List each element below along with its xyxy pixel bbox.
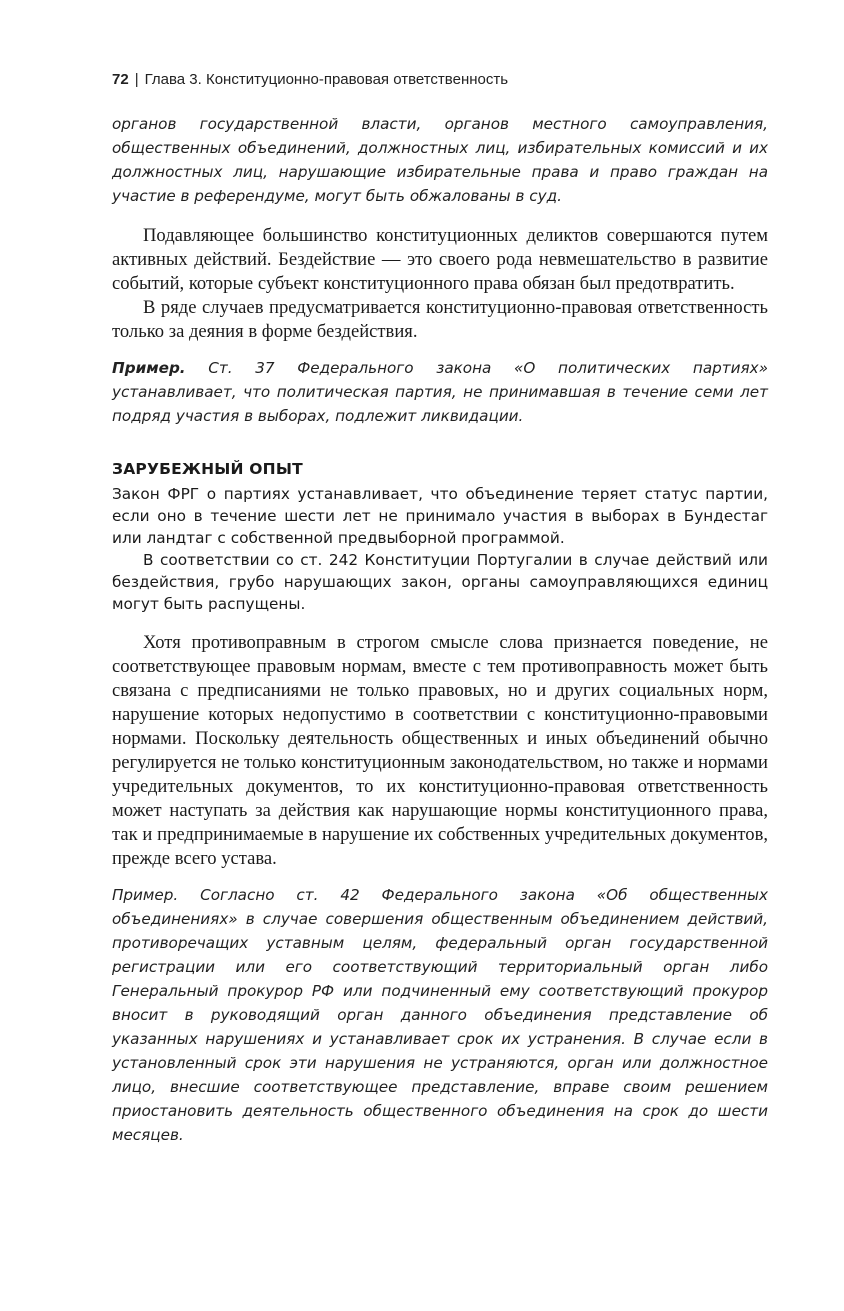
continuation-paragraph: органов государственной власти, органов местного самоуправления, общественных объединений, должностных лиц, избирательных комиссий и их должностных лиц, нарушающие избирательные права и право граждан на участие в референдуме, могут быть обжалованы в суд. bbox=[112, 115, 768, 205]
example-text: Ст. 37 Федерального закона «О политических партиях» устанавливает, что политическая партия, не принимавшая в течение семи лет подряд участия в выборах, подлежит ликвидации. bbox=[112, 359, 768, 425]
example-block bbox=[112, 356, 768, 428]
example-block bbox=[112, 883, 768, 1147]
header-separator: | bbox=[134, 71, 139, 88]
body-paragraph: Подавляющее большинство конституционных деликтов совершаются путем активных действий. Бездействие — это своего рода невмешательство в развитие событий, которые субъект конституционного права обязан был предотвратить. bbox=[112, 225, 768, 294]
chapter-title: Глава 3. Конституционно-правовая ответственность bbox=[144, 71, 509, 88]
foreign-paragraph: Закон ФРГ о партиях устанавливает, что объединение теряет статус партии, если оно в течение шести лет не принимало участия в выборах в Бундестаг или ландтаг с собственной предвыборной программой. bbox=[112, 485, 768, 547]
page-number: 72 bbox=[112, 71, 129, 88]
book-page bbox=[112, 70, 768, 1147]
example-lead: Пример. bbox=[112, 359, 186, 377]
foreign-experience-box bbox=[112, 458, 768, 615]
body-paragraph: В ряде случаев предусматривается конституционно-правовая ответственность только за деяния в форме бездействия. bbox=[112, 297, 768, 342]
example-text: Согласно ст. 42 Федерального закона «Об общественных объединениях» в случае совершения общественным объединением действий, противоречащих уставным целям, федеральный орган государственной регистрации или его соответствующий территориальный орган либо Генеральный прокурор РФ или подчиненный ему соответствующий прокурор вносит в руководящий орган данного объединения представление об указанных нарушениях и устанавливает срок их устранения. В случае если в установленный срок эти нарушения не устраняются, орган или должностное лицо, внесшие соответствующее представление, вправе своим решением приостановить деятельность общественного объединения на срок до шести месяцев. bbox=[112, 886, 768, 1144]
section-heading: ЗАРУБЕЖНЫЙ ОПЫТ bbox=[112, 460, 303, 478]
running-header bbox=[112, 70, 768, 90]
body-paragraph: Хотя противоправным в строгом смысле слова признается поведение, не соответствующее правовым нормам, вместе с тем противоправность может быть связана с предписаниями не только правовых, но и других социальных норм, нарушение которых недопустимо в соответствии с конституционно-правовыми нормами. Поскольку деятельность общественных и иных объединений обычно регулируется не только конституционным законодательством, но также и нормами учредительных документов, то их конституционно-правовая ответственность может наступать за действия как нарушающие нормы конституционного права, так и предпринимаемые в нарушение их собственных учредительных документов, прежде всего устава. bbox=[112, 632, 768, 869]
body-section-1 bbox=[112, 224, 768, 344]
foreign-paragraph: В соответствии со ст. 242 Конституции Португалии в случае действий или бездействия, грубо нарушающих закон, органы самоуправляющихся единиц могут быть распущены. bbox=[112, 551, 768, 613]
example-lead: Пример. bbox=[112, 886, 179, 904]
